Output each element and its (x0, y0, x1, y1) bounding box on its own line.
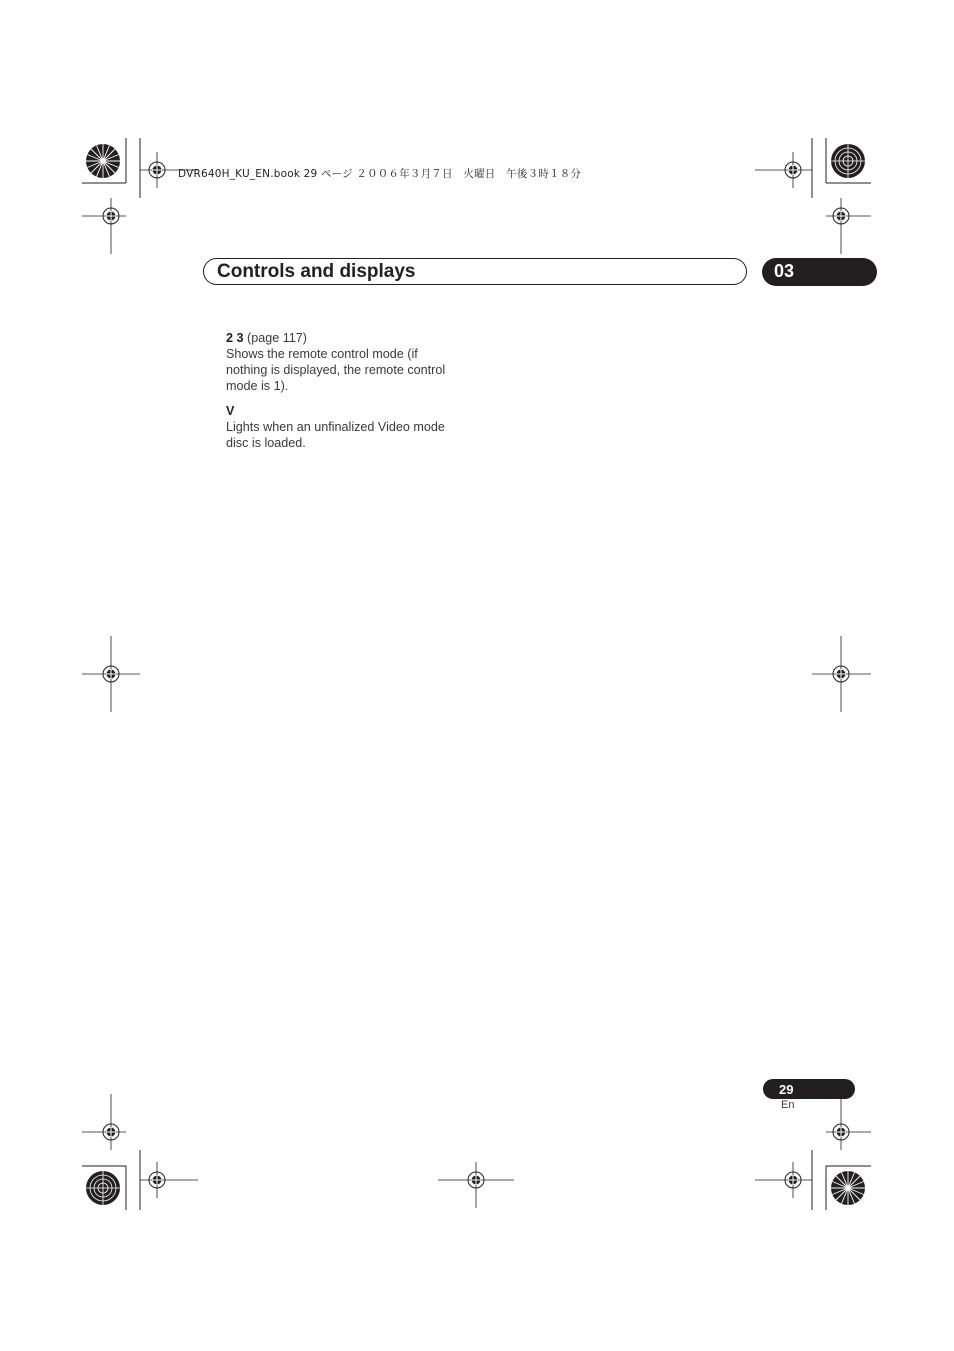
page-reference: (page 117) (247, 331, 307, 345)
page-title: Controls and displays (217, 261, 416, 282)
item-term: 2 3 (226, 331, 244, 345)
item-description-line: disc is loaded. (226, 436, 306, 450)
item-term: V (226, 404, 235, 418)
registration-target-icon (831, 1171, 865, 1205)
list-item (226, 330, 471, 394)
item-description-line: Lights when an unfinalized Video mode (226, 420, 445, 434)
book-slug: DVR640H_KU_EN.book 29 ページ ２００６年３月７日 火曜日 午後３時１８分 (178, 168, 582, 180)
item-description-line: Shows the remote control mode (if (226, 347, 418, 361)
registration-target-icon (86, 144, 120, 178)
chapter-number: 03 (774, 261, 795, 281)
item-description-line: mode is 1). (226, 379, 289, 393)
list-item (226, 403, 471, 451)
item-description-line: nothing is displayed, the remote control (226, 363, 446, 377)
registration-target-icon (831, 144, 865, 178)
page-number: 29 (779, 1082, 794, 1097)
registration-target-icon (86, 1171, 120, 1205)
page-language: En (781, 1099, 795, 1111)
page-number-tab (763, 1079, 855, 1099)
